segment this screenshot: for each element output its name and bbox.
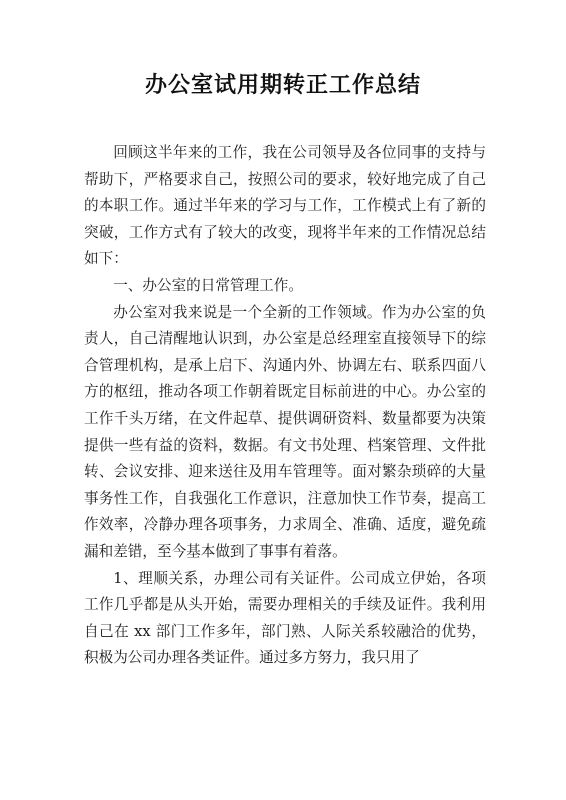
paragraph-item-1: 1、理顺关系，办理公司有关证件。公司成立伊始，各项工作几乎都是从头开始，需要办理相关的手续及证件。我利用自己在 xx 部门工作多年，部门熟、人际关系较融洽的优势，积极为公司办理各类证件。通过多方努力，我只用了 bbox=[84, 569, 486, 667]
section-heading-daily-management: 一、办公室的日常管理工作。 bbox=[113, 276, 303, 294]
document-body bbox=[84, 140, 486, 672]
paragraph-intro: 回顾这半年来的工作，我在公司领导及各位同事的支持与帮助下，严格要求自己，按照公司的要求，较好地完成了自己的本职工作。通过半年来的学习与工作，工作模式上有了新的突破，工作方式有了较大的改变，现将半年来的工作情况总结如下： bbox=[84, 144, 486, 268]
document-title: 办公室试用期转正工作总结 bbox=[144, 72, 421, 98]
paragraph-office-role: 办公室对我来说是一个全新的工作领域。作为办公室的负责人，自己清醒地认识到，办公室是总经理室直接领导下的综合管理机构，是承上启下、沟通内外、协调左右、联系四面八方的枢纽，推动各项工作朝着既定目标前进的中心。办公室的工作千头万绪，在文件起草、提供调研资料、数量都要为决策提供一些有益的资料，数据。有文书处理、档案管理、文件批转、会议安排、迎来送往及用车管理等。面对繁杂琐碎的大量事务性工作，自我强化工作意识，注意加快工作节奏，提高工作效率，冷静办理各项事务，力求周全、准确、适度，避免疏漏和差错，至今基本做到了事事有着落。 bbox=[84, 303, 486, 560]
